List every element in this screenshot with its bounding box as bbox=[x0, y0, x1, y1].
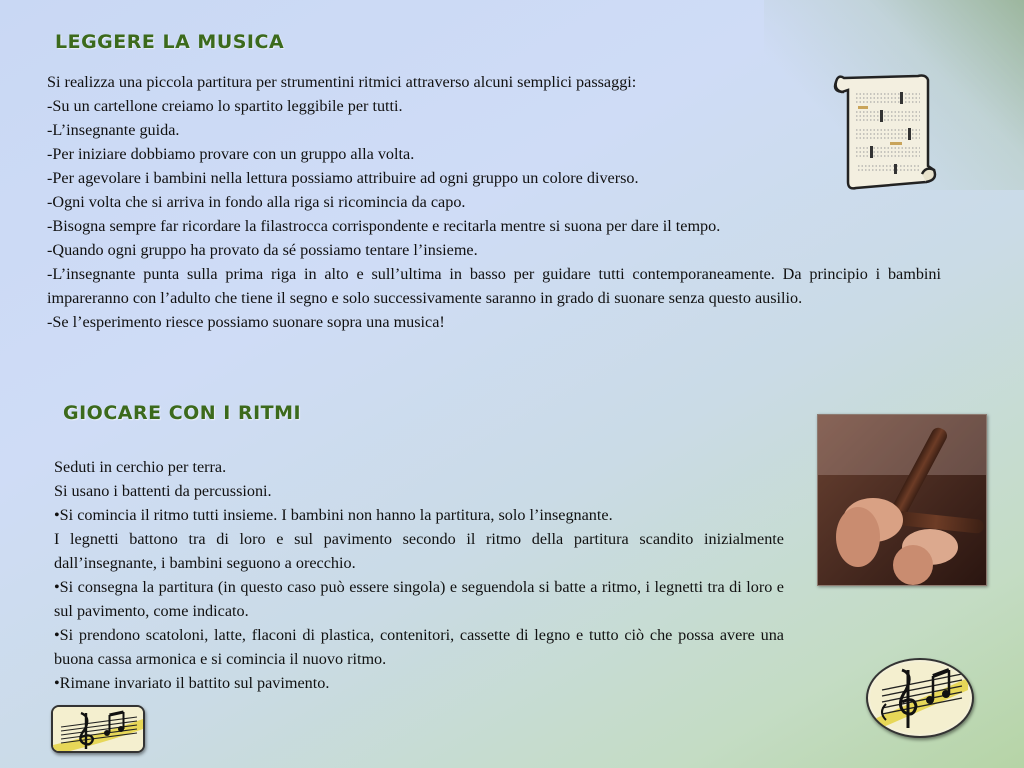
paragraph: -Per iniziare dobbiamo provare con un gruppo alla volta. bbox=[47, 145, 415, 163]
paragraph: •Rimane invariato il battito sul pavimento. bbox=[54, 674, 330, 692]
paragraph: -Bisogna sempre far ricordare la filastrocca corrispondente e recitarla mentre si suona per dare il tempo. bbox=[47, 217, 721, 235]
paragraph: I legnetti battono tra di loro e sul pavimento secondo il ritmo della partitura scandito inizialmente dall’insegnante, i bambini seguono a orecchio. bbox=[54, 530, 784, 572]
section-title-giocare: GIOCARE CON I RITMI bbox=[63, 402, 302, 424]
paragraph: •Si comincia il ritmo tutti insieme. I bambini non hanno la partitura, solo l’insegnante. bbox=[54, 506, 613, 524]
paragraph: -Quando ogni gruppo ha provato da sé possiamo tentare l’insieme. bbox=[47, 241, 478, 259]
paragraph: -Su un cartellone creiamo lo spartito leggibile per tutti. bbox=[47, 97, 403, 115]
paragraph: -Se l’esperimento riesce possiamo suonare sopra una musica! bbox=[47, 313, 445, 331]
paragraph: •Si prendono scatoloni, latte, flaconi di plastica, contenitori, cassette di legno e tutto ciò che possa avere una buona cassa armonica e si comincia il nuovo ritmo. bbox=[54, 626, 784, 668]
paragraph: -Per agevolare i bambini nella lettura possiamo attribuire ad ogni gruppo un colore diverso. bbox=[47, 169, 639, 187]
sheet-music-scroll-icon bbox=[830, 70, 938, 194]
section-giocare-text bbox=[54, 455, 784, 695]
rhythm-sticks-photo bbox=[817, 414, 987, 586]
music-notes-logo-small-icon bbox=[51, 705, 145, 753]
paragraph: -L’insegnante punta sulla prima riga in alto e sull’ultima in basso per guidare tutti contemporaneamente. Da principio i bambini impareranno con l’adulto che tiene il segno e solo successivamente saranno in grado di suonare senza questo ausilio. bbox=[47, 265, 941, 307]
section-title-leggere: LEGGERE LA MUSICA bbox=[55, 31, 285, 53]
paragraph: •Si consegna la partitura (in questo caso può essere singola) e seguendola si batte a ritmo, i legnetti tra di loro e sul pavimento, come indicato. bbox=[54, 578, 784, 620]
music-notes-logo-icon bbox=[866, 658, 974, 738]
paragraph: -L’insegnante guida. bbox=[47, 121, 180, 139]
paragraph: -Ogni volta che si arriva in fondo alla riga si ricomincia da capo. bbox=[47, 193, 466, 211]
paragraph: Si usano i battenti da percussioni. bbox=[54, 482, 272, 500]
paragraph: Seduti in cerchio per terra. bbox=[54, 458, 227, 476]
section-leggere-text bbox=[47, 70, 941, 334]
paragraph: Si realizza una piccola partitura per strumentini ritmici attraverso alcuni semplici passaggi: bbox=[47, 73, 637, 91]
